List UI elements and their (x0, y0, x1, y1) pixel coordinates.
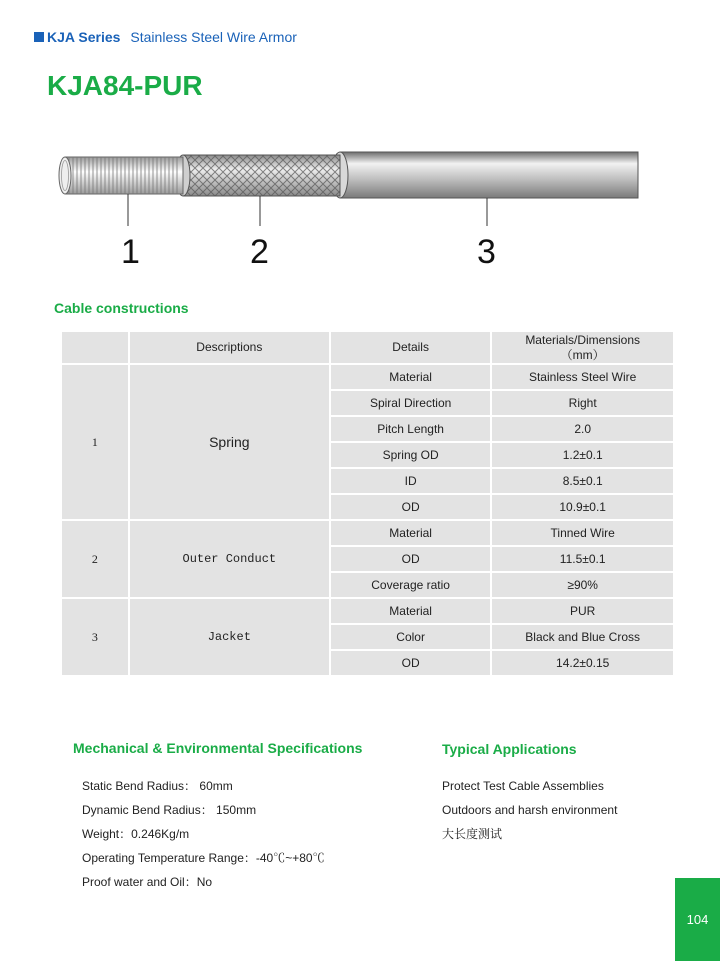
spring-layer (59, 157, 183, 194)
row-value: 2.0 (491, 416, 674, 442)
row-detail: Material (330, 598, 491, 624)
page-number: 104 (675, 878, 720, 961)
series-label: KJA Series (47, 29, 121, 45)
row-value: 11.5±0.1 (491, 546, 674, 572)
row-value: 8.5±0.1 (491, 468, 674, 494)
row-detail: ID (330, 468, 491, 494)
row-value: 1.2±0.1 (491, 442, 674, 468)
list-item: Weight：0.246Kg/m (82, 827, 190, 841)
braid-layer (176, 155, 340, 196)
row-value: 14.2±0.15 (491, 650, 674, 676)
diagram-label-1: 1 (121, 233, 140, 271)
table-header-row (61, 331, 674, 364)
list-item: Dynamic Bend Radius： 150mm (82, 803, 257, 817)
row-detail: Spiral Direction (330, 390, 491, 416)
jacket-layer (332, 152, 638, 198)
row-detail: Pitch Length (330, 416, 491, 442)
diagram-label-3: 3 (477, 233, 496, 271)
group-no: 2 (61, 520, 129, 598)
header-materials (491, 331, 674, 364)
row-value: Tinned Wire (491, 520, 674, 546)
row-value: PUR (491, 598, 674, 624)
row-detail: OD (330, 494, 491, 520)
header-no (61, 331, 129, 364)
table-row (61, 598, 674, 624)
row-value: Right (491, 390, 674, 416)
constructions-table (60, 330, 675, 677)
row-value: Stainless Steel Wire (491, 364, 674, 390)
table-row (61, 364, 674, 390)
row-detail: OD (330, 546, 491, 572)
list-item: Proof water and Oil：No (82, 875, 213, 889)
header-details: Details (330, 331, 491, 364)
constructions-title: Cable constructions (54, 300, 189, 316)
group-description: Spring (129, 364, 330, 520)
header-materials-label: Materials/Dimensions (525, 332, 641, 347)
list-item: Operating Temperature Range：-40℃~+80℃ (82, 851, 325, 865)
row-detail: Material (330, 520, 491, 546)
row-detail: Color (330, 624, 491, 650)
series-header (34, 29, 297, 45)
header-materials-units: （mm） (560, 347, 605, 362)
row-value: Black and Blue Cross (491, 624, 674, 650)
list-item: Outdoors and harsh environment (442, 803, 618, 817)
row-value: 10.9±0.1 (491, 494, 674, 520)
leader-lines (128, 194, 487, 226)
row-value: ≥90% (491, 572, 674, 598)
product-title: KJA84-PUR (47, 70, 203, 101)
list-item: Static Bend Radius： 60mm (82, 779, 233, 793)
group-description: Outer Conduct (129, 520, 330, 598)
row-detail: Material (330, 364, 491, 390)
group-no: 3 (61, 598, 129, 676)
row-detail: Coverage ratio (330, 572, 491, 598)
applications-title: Typical Applications (442, 741, 577, 757)
applications-list (442, 778, 617, 850)
row-detail: Spring OD (330, 442, 491, 468)
series-subtitle: Stainless Steel Wire Armor (130, 29, 297, 45)
header-description: Descriptions (129, 331, 330, 364)
row-detail: OD (330, 650, 491, 676)
cable-diagram (55, 140, 655, 280)
group-no: 1 (61, 364, 129, 520)
list-item: 大长度测试 (442, 827, 503, 841)
group-description: Jacket (129, 598, 330, 676)
list-item: Protect Test Cable Assemblies (442, 779, 604, 793)
mechanical-title: Mechanical & Environmental Specifications (73, 740, 363, 756)
table-row (61, 520, 674, 546)
series-square-icon (34, 32, 44, 42)
diagram-label-2: 2 (250, 233, 269, 271)
mechanical-list (82, 778, 325, 898)
